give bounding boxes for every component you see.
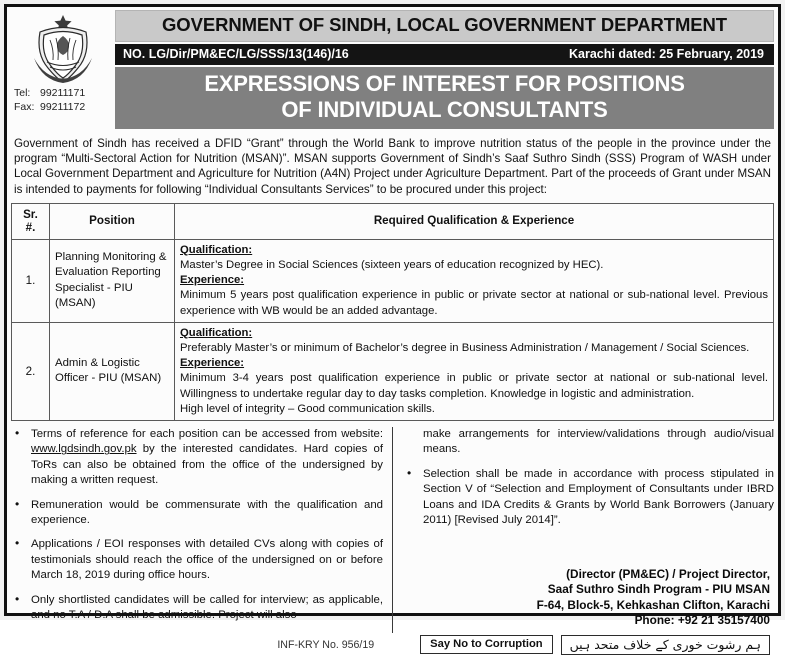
row-serial: 2. [12, 322, 50, 420]
column-header-position: Position [50, 203, 175, 239]
notice-header [11, 10, 774, 129]
notice-title-line-2: OF INDIVIDUAL CONSULTANTS [281, 97, 608, 122]
intro-paragraph: Government of Sindh has received a DFID “Grant” through the World Bank to improve nutrition status of the people in the province under the program “Multi-Sectoral Action for Nutrition (MSAN)”. MSAN supports Government of Sindh’s Saaf Suthro Sindh (SSS) Program of WASH under Local Government Department and Agriculture for Nutrition (A4N) Project under Agriculture Department. Part of the proceeds of Grant under MSAN is intended to payments for following “Individual Consultants Services” to be procured under this project: [14, 137, 771, 196]
experience-label: Experience: [180, 274, 245, 287]
department-title: GOVERNMENT OF SINDH, LOCAL GOVERNMENT DEPARTMENT [115, 10, 774, 42]
row-requirements [175, 322, 774, 420]
signatory-phone: Phone: +92 21 35157400 [634, 613, 770, 628]
table-row [12, 239, 774, 322]
left-bullet-list [11, 427, 383, 623]
row-position: Planning Monitoring & Evaluation Reporting Specialist - PIU (MSAN) [50, 239, 175, 322]
anticorruption-slogan-ur: ہم رشوت خوری کے خلاف متحد ہیں [561, 635, 770, 655]
reference-bar [115, 44, 774, 66]
list-item [11, 427, 383, 489]
signatory-designation: (Director (PM&EC) / Project Director, [566, 566, 770, 581]
qualification-label: Qualification: [180, 326, 253, 339]
header-left-block [11, 10, 115, 129]
qualification-text: Preferably Master’s or minimum of Bachelor’s degree in Business Administration / Management / Social Sciences. [180, 342, 750, 355]
place-and-date: Karachi dated: 25 February, 2019 [569, 46, 764, 61]
bullets-left-column [11, 427, 393, 632]
experience-text: Minimum 3-4 years post qualification experience in public or private sector at national or sub-national level. Willingness to undertake regular day to day tasks completion. Knowledge in logistic and administration. [180, 372, 768, 400]
qualification-label: Qualification: [180, 243, 253, 256]
right-bullet-list [403, 427, 774, 537]
row-requirements [175, 239, 774, 322]
list-item: • Only shortlisted candidates will be called for interview; as applicable, and no T.A / D.A shall be admissible. Project will also [11, 593, 383, 624]
list-item: • Remuneration would be commensurate with the qualification and experience. [11, 498, 383, 529]
column-header-requirements: Required Qualification & Experience [175, 203, 774, 239]
notice-title-line-1: EXPRESSIONS OF INTEREST FOR POSITIONS [204, 71, 685, 96]
experience-text-extra: High level of integrity – Good communication skills. [180, 402, 435, 415]
notice-title [115, 67, 774, 129]
contact-info [11, 86, 85, 114]
signatory-address: F-64, Block-5, Kehkashan Clifton, Karachi [536, 597, 770, 612]
positions-table [11, 203, 774, 421]
tel-value: 99211171 [40, 87, 86, 99]
notice-inner [7, 7, 778, 659]
header-right-block [115, 10, 774, 129]
reference-number: NO. LG/Dir/PM&EC/LG/SSS/13(146)/16 [123, 46, 349, 61]
website-link[interactable]: www.lgdsindh.gov.pk [31, 443, 137, 456]
inf-number: INF-KRY No. 956/19 [277, 638, 375, 651]
pakistan-state-emblem-icon [30, 12, 96, 84]
table-header-row [12, 203, 774, 239]
notice-footer [11, 633, 774, 659]
qualification-text: Master’s Degree in Social Sciences (sixteen years of education recognized by HEC). [180, 259, 604, 272]
list-item-continuation: make arrangements for interview/validations through audio/visual means. [423, 428, 774, 456]
row-position: Admin & Logistic Officer - PIU (MSAN) [50, 322, 175, 420]
list-item: • Applications / EOI responses with detailed CVs along with copies of testimonials should reach the office of the undersigned on or before March 18, 2019 during office hours. [11, 537, 383, 583]
experience-label: Experience: [180, 357, 245, 370]
bullet-columns [11, 421, 774, 632]
notice-frame [4, 4, 781, 652]
list-item: • Selection shall be made in accordance with process stipulated in Section V of “Selection and Employment of Consultants under IBRD Loans and IDA Credits & Grants by World Bank Borrowers (January 2011) [Revised July 2014]”. [403, 467, 774, 529]
bullets-right-column [393, 427, 774, 632]
experience-text: Minimum 5 years post qualification experience in public or private sector at national or sub-national level. Previous experience with WB would be an added advantage. [180, 289, 768, 317]
tel-label: Tel: [14, 87, 31, 99]
fax-value: 99211172 [40, 101, 86, 113]
bullet-text-post: by the interested candidates. Hard copies of ToRs can also be obtained from the office of the undersigned by making a written request. [31, 443, 383, 487]
telephone-line [14, 86, 85, 100]
bullet-text-pre: Terms of reference for each position can be accessed from website: [31, 428, 383, 441]
column-header-sr: Sr. #. [12, 203, 50, 239]
row-serial: 1. [12, 239, 50, 322]
signature-block [403, 567, 774, 633]
table-row [12, 322, 774, 420]
fax-line [14, 100, 85, 114]
signatory-program: Saaf Suthro Sindh Program - PIU MSAN [547, 582, 770, 597]
fax-label: Fax: [14, 101, 35, 113]
anticorruption-slogan-en: Say No to Corruption [420, 635, 553, 654]
